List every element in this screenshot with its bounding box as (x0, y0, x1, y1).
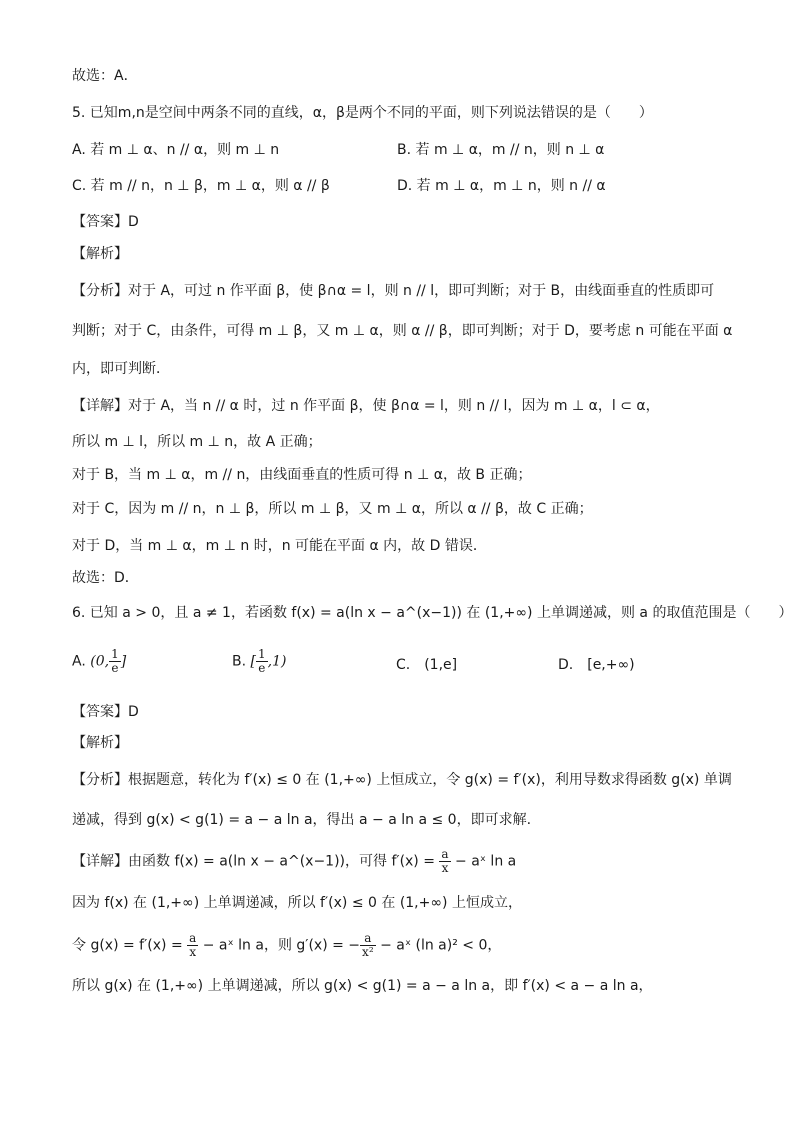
denominator: e (258, 661, 266, 675)
detail-text: 对于 B，当 m ⊥ α，m // n，由线面垂直的性质可得 n ⊥ α，故 B 正确； (72, 467, 532, 483)
numerator: 1 (111, 647, 119, 661)
math-text: (0, (90, 653, 110, 670)
q5-option-b: B. 若 m ⊥ α，m // n，则 n ⊥ α (397, 142, 605, 158)
analysis-text: 递减，得到 g(x) < g(1) = a − a ln a，得出 a − a ln a ≤ 0，即可求解. (72, 812, 532, 828)
numerator: a (189, 931, 197, 945)
numerator: a (360, 932, 376, 946)
q5-option-d: D. 若 m ⊥ α，m ⊥ n，则 n // α (397, 178, 606, 194)
fraction (360, 932, 376, 959)
denominator: e (111, 661, 119, 675)
option-letter: B. (232, 653, 247, 670)
analysis-label: 【解析】 (72, 735, 128, 751)
q6-option-d: D. [e,+∞) (558, 657, 635, 673)
detail-text (72, 932, 501, 959)
option-letter: A. (72, 653, 86, 670)
math-text: [ (250, 653, 256, 670)
numerator: a (441, 847, 449, 861)
q5-option-c: C. 若 m // n，n ⊥ β，m ⊥ α，则 α // β (72, 178, 330, 194)
detail-text: 对于 D，当 m ⊥ α，m ⊥ n 时，n 可能在平面 α 内，故 D 错误． (72, 538, 487, 554)
analysis-text: 内，即可判断． (72, 361, 170, 377)
text-segment: − aˣ (ln a)² < 0， (375, 937, 502, 954)
text-line: 故选：D． (72, 570, 139, 586)
fraction (109, 648, 121, 675)
q6-option-c: C. (1,e] (396, 657, 458, 673)
text-segment: 【详解】由函数 f(x) = a(ln x − a^(x−1))，可得 f′(x) = (72, 853, 440, 870)
answer-label: 【答案】D (72, 704, 139, 720)
text-segment: − aˣ ln a，则 g′(x) = − (198, 937, 361, 954)
analysis-text: 【分析】对于 A，可过 n 作平面 β，使 β∩α = l，则 n // l，即可判断；对于 B，由线面垂直的性质即可 (72, 283, 715, 299)
analysis-text: 【分析】根据题意，转化为 f′(x) ≤ 0 在 (1,+∞) 上恒成立，令 g(x) = f′(x)，利用导数求得函数 g(x) 单调 (72, 772, 732, 788)
math-text: ,1) (267, 653, 287, 670)
q6-option-b (232, 648, 286, 675)
detail-text (72, 848, 516, 875)
numerator: 1 (257, 647, 266, 661)
denominator: x (441, 861, 449, 875)
fraction (256, 648, 268, 675)
question-5-stem: 5. 已知m,n是空间中两条不同的直线，α，β是两个不同的平面，则下列说法错误的是（ ） (72, 105, 653, 121)
detail-text: 对于 C，因为 m // n，n ⊥ β，所以 m ⊥ β，又 m ⊥ α，所以 α // β，故 C 正确； (72, 501, 593, 517)
detail-text: 【详解】对于 A，当 n // α 时，过 n 作平面 β，使 β∩α = l，则 n // l，因为 m ⊥ α，l ⊂ α， (72, 398, 660, 414)
denominator: x² (362, 945, 374, 959)
detail-text: 因为 f(x) 在 (1,+∞) 上单调递减，所以 f′(x) ≤ 0 在 (1,+∞) 上恒成立， (72, 895, 522, 911)
fraction (187, 932, 198, 959)
text-line: 故选：A． (72, 68, 138, 84)
math-text: ] (120, 653, 127, 670)
denominator: x (189, 945, 197, 959)
answer-label: 【答案】D (72, 214, 139, 230)
question-6-stem: 6. 已知 a > 0，且 a ≠ 1，若函数 f(x) = a(ln x − a^(x−1)) 在 (1,+∞) 上单调递减，则 a 的取值范围是（ ） (72, 605, 793, 621)
text-segment: − aˣ ln a (450, 853, 517, 870)
fraction (439, 848, 450, 875)
detail-text: 所以 m ⊥ l，所以 m ⊥ n，故 A 正确； (72, 434, 322, 450)
detail-text: 所以 g(x) 在 (1,+∞) 上单调递减，所以 g(x) < g(1) = a − a ln a，即 f′(x) < a − a ln a， (72, 978, 653, 994)
analysis-text: 判断；对于 C，由条件，可得 m ⊥ β，又 m ⊥ α，则 α // β，即可判断；对于 D，要考虑 n 可能在平面 α (72, 323, 733, 339)
analysis-label: 【解析】 (72, 246, 128, 262)
text-segment: 令 g(x) = f′(x) = (72, 937, 188, 954)
q5-option-a: A. 若 m ⊥ α、n // α，则 m ⊥ n (72, 142, 280, 158)
q6-option-a (72, 648, 126, 675)
